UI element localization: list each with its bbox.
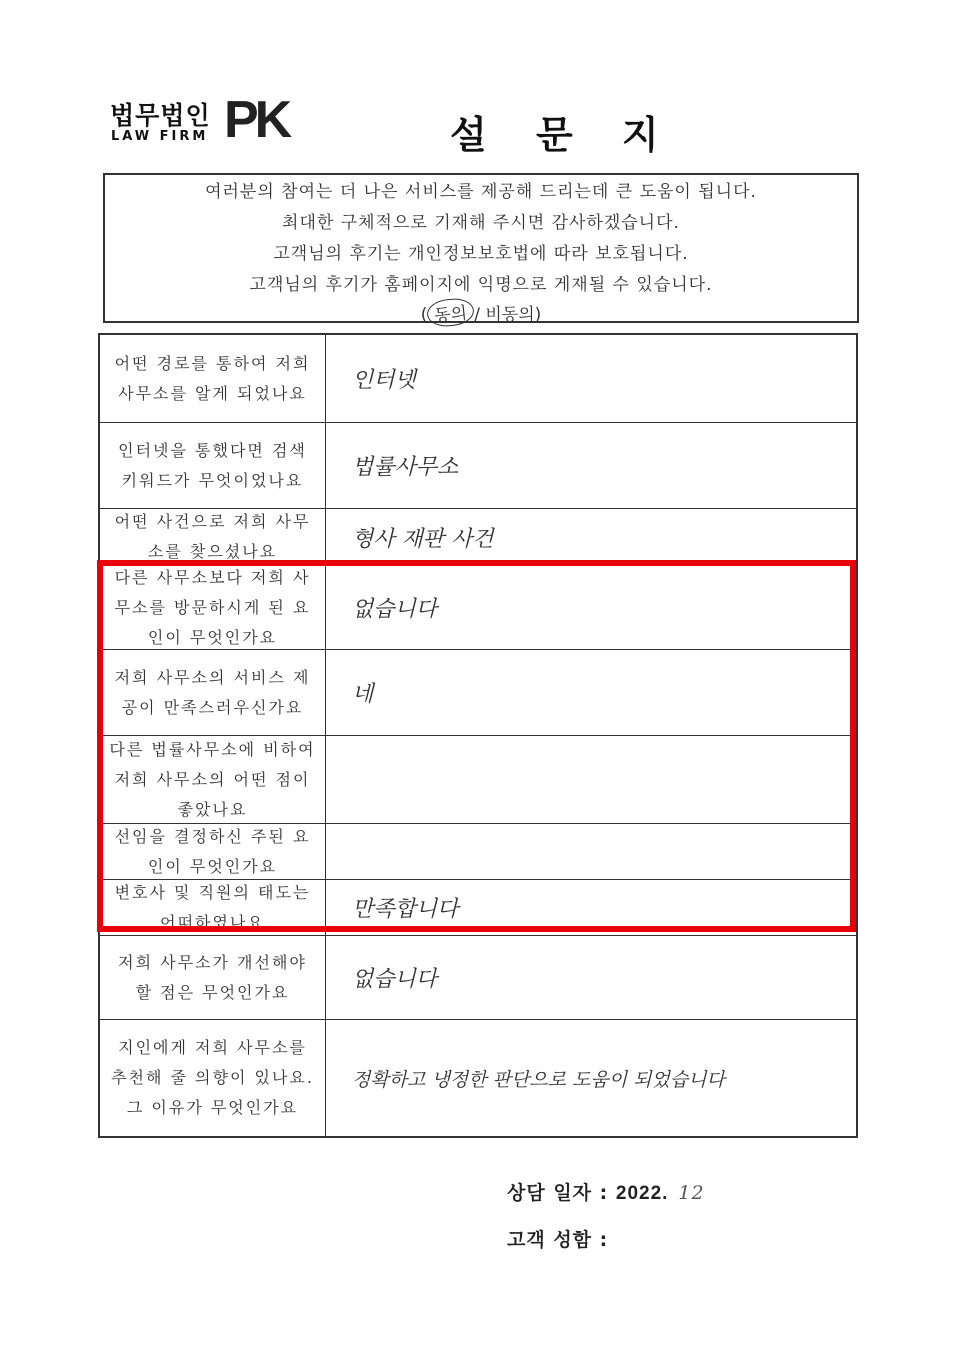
- answer-cell: 없습니다: [352, 597, 438, 622]
- logo-korean-text: 법무법인: [110, 101, 211, 130]
- customer-name-label: 고객 성함 :: [507, 1229, 609, 1251]
- answer-cell: 네: [352, 682, 374, 707]
- question-cell: 다른 사무소보다 저희 사무소를 방문하시게 된 요인이 무엇인가요: [114, 567, 311, 647]
- consent-choice: [105, 299, 857, 326]
- notice-line: 고객님의 후기가 홈페이지에 익명으로 게재될 수 있습니다.: [249, 275, 713, 295]
- notice-box: [103, 173, 859, 327]
- question-cell: 어떤 경로를 통하여 저희 사무소를 알게 되었나요: [114, 353, 311, 403]
- question-cell: 다른 법률사무소에 비하여 저희 사무소의 어떤 점이 좋았나요: [109, 739, 316, 819]
- answer-cell: 형사 재판 사건: [352, 526, 494, 552]
- question-cell: 저희 사무소가 개선해야 할 점은 무엇인가요: [118, 952, 307, 1002]
- question-cell: 변호사 및 직원의 태도는 어떠하였나요: [114, 882, 311, 932]
- consent-open-paren: (: [420, 305, 428, 325]
- customer-name: [507, 1225, 608, 1252]
- answer-cell: 법률사무소: [352, 455, 459, 480]
- answer-cell: 정확하고 냉정한 판단으로 도움이 되었습니다: [352, 1068, 725, 1091]
- notice-line: 여러분의 참여는 더 나은 서비스를 제공해 드리는데 큰 도움이 됩니다.: [205, 182, 757, 202]
- consent-agree-circled: 동의: [426, 297, 475, 329]
- highlight-box: [97, 560, 856, 932]
- consultation-date-value: 2022.: [615, 1183, 669, 1204]
- logo-mark: PK: [224, 91, 289, 149]
- notice-line: 고객님의 후기는 개인정보보호법에 따라 보호됩니다.: [273, 244, 689, 264]
- consent-disagree: / 비동의): [474, 305, 542, 325]
- consultation-date: [507, 1178, 705, 1205]
- consultation-date-label: 상담 일자 :: [507, 1182, 609, 1204]
- question-cell: 지인에게 저희 사무소를 추천해 줄 의향이 있나요. 그 이유가 무엇인가요: [111, 1038, 314, 1117]
- question-cell: 선임을 결정하신 주된 요인이 무엇인가요: [114, 826, 311, 876]
- law-firm-logo: [110, 91, 310, 149]
- question-cell: 저희 사무소의 서비스 제공이 만족스러우신가요: [114, 667, 311, 717]
- answer-cell: 만족합니다: [352, 897, 459, 922]
- table-row: [100, 935, 856, 1019]
- table-row: [100, 508, 856, 565]
- question-cell: 어떤 사건으로 저희 사무소를 찾으셨나요: [114, 512, 311, 561]
- answer-cell: 인터넷: [352, 368, 416, 393]
- table-row: [100, 1019, 856, 1136]
- table-row: [100, 335, 856, 422]
- document-title: 설 문 지: [450, 113, 677, 157]
- table-row: [100, 422, 856, 508]
- logo-english-text: LAW FIRM: [111, 129, 209, 144]
- question-cell: 인터넷을 통했다면 검색 키워드가 무엇이었나요: [118, 440, 307, 490]
- notice-line: 최대한 구체적으로 기재해 주시면 감사하겠습니다.: [282, 213, 680, 233]
- consultation-date-handwritten: 12: [678, 1182, 705, 1204]
- answer-cell: 없습니다: [352, 967, 438, 992]
